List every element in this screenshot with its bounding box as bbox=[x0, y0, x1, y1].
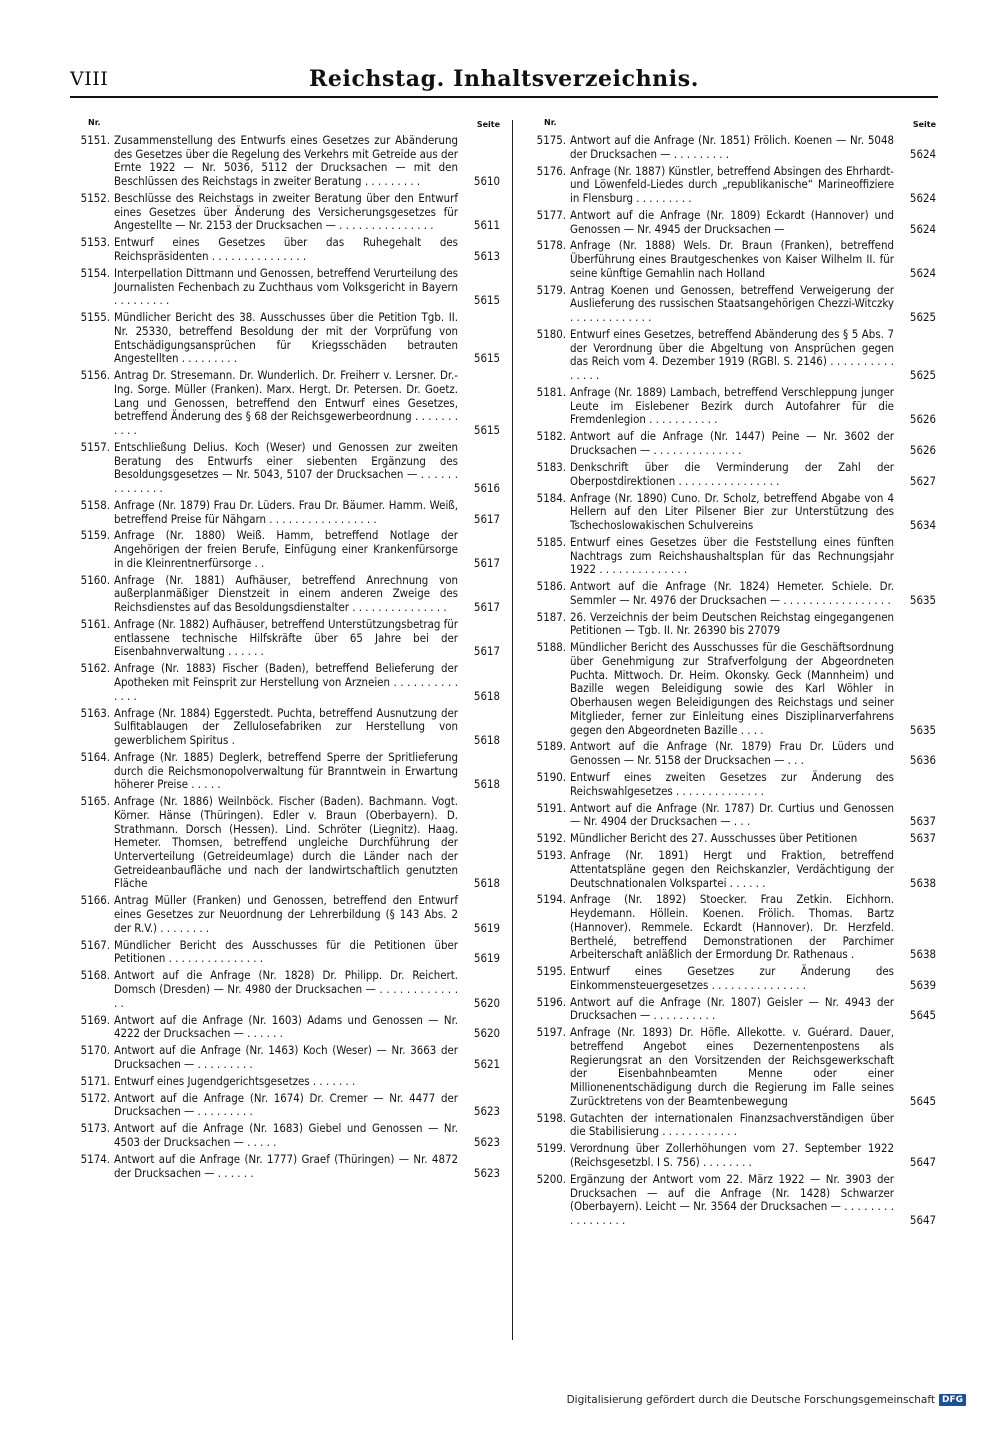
entry-page: 5626 bbox=[909, 412, 936, 427]
entry-number: 5180. bbox=[536, 327, 566, 342]
entry-number: 5156. bbox=[80, 368, 110, 383]
entry-number: 5155. bbox=[80, 310, 110, 325]
index-entry bbox=[524, 239, 936, 280]
index-entry bbox=[68, 1014, 500, 1041]
footer-credit: Digitalisierung gefördert durch die Deutsche Forschungsgemeinschaft bbox=[566, 1394, 935, 1406]
entry-page: 5618 bbox=[473, 733, 500, 748]
index-entry bbox=[68, 939, 500, 966]
entry-page: 5617 bbox=[473, 600, 500, 615]
entry-number: 5157. bbox=[80, 439, 110, 454]
left-column-head bbox=[68, 118, 500, 134]
entry-text: Antwort auf die Anfrage (Nr. 1683) Giebel und Genossen — Nr. 4503 der Drucksachen — . . . . . bbox=[114, 1121, 458, 1149]
entry-text: Anfrage (Nr. 1883) Fischer (Baden), betreffend Belieferung der Apotheken mit Feinsprit zur Herstellung von Arzneien . . . . . . . . . . . . . . bbox=[114, 661, 458, 703]
index-entry bbox=[524, 1173, 936, 1228]
entry-text: Entwurf eines zweiten Gesetzes zur Änderung des Reichswahlgesetzes . . . . . . . . . . . . . . bbox=[570, 770, 894, 798]
entry-text: Anfrage (Nr. 1879) Frau Dr. Lüders. Frau Dr. Bäumer. Hamm. Weiß, betreffend Preise für Nähgarn . . . . . . . . . . . . . . . . . bbox=[114, 497, 458, 526]
index-entry bbox=[524, 492, 936, 533]
entry-number: 5179. bbox=[536, 282, 566, 297]
index-entry bbox=[524, 386, 936, 427]
entry-number: 5153. bbox=[80, 235, 110, 250]
index-entry bbox=[524, 1112, 936, 1139]
entry-text: Mündlicher Bericht des 27. Ausschusses über Petitionen bbox=[570, 831, 858, 846]
index-entry bbox=[68, 1153, 500, 1180]
entry-text: Antwort auf die Anfrage (Nr. 1828) Dr. Philipp. Dr. Reichert. Domsch (Dresden) — Nr. 4980 der Drucksachen — . . . . . . . . . . . . . . bbox=[114, 968, 458, 1010]
entry-page: 5615 bbox=[473, 293, 500, 308]
entry-text: Antrag Dr. Stresemann. Dr. Wunderlich. Dr. Freiherr v. Lersner. Dr.-Ing. Sorge. Müller (Franken). Marx. Hergt. Dr. Petersen. Dr. Goetz. Lang und Genossen, betreffend den Entwurf eines Gesetzes, betreffend Änderung des § 68 der Reichsgewerbeordnung . . . . . . . . . . . bbox=[114, 368, 458, 437]
entry-text: Antwort auf die Anfrage (Nr. 1777) Graef (Thüringen) — Nr. 4872 der Drucksachen — . . . . . . bbox=[114, 1151, 458, 1180]
entry-page: 5615 bbox=[473, 423, 500, 437]
index-entry bbox=[68, 499, 500, 526]
footer bbox=[567, 1394, 966, 1406]
entry-number: 5167. bbox=[80, 937, 110, 952]
index-entry bbox=[68, 1092, 500, 1119]
entry-number: 5160. bbox=[80, 572, 110, 587]
entry-number: 5198. bbox=[536, 1110, 566, 1125]
index-entry bbox=[524, 580, 936, 607]
index-entry bbox=[524, 771, 936, 798]
entry-number: 5181. bbox=[536, 385, 566, 400]
entry-text: Beschlüsse des Reichstags in zweiter Beratung über den Entwurf eines Gesetzes über Änderung des Versicherungsgesetzes für Angestellte — Nr. 2153 der Drucksachen — . . . . . . . . . . . . . . . bbox=[114, 191, 458, 233]
entry-number: 5158. bbox=[80, 497, 110, 512]
index-entry bbox=[68, 192, 500, 233]
entry-page: 5638 bbox=[909, 947, 936, 962]
entry-page: 5636 bbox=[909, 753, 936, 768]
entry-page: 5627 bbox=[909, 473, 936, 488]
entry-number: 5195. bbox=[536, 964, 566, 979]
entry-text: Anfrage (Nr. 1882) Aufhäuser, betreffend Unterstützungsbetrag für entlassene technische Hilfskräfte über 65 Jahre bei der Eisenbahnverwaltung . . . . . . bbox=[114, 617, 458, 659]
entry-page: 5647 bbox=[909, 1155, 936, 1170]
entry-number: 5162. bbox=[80, 661, 110, 676]
page-title: Reichstag. Inhaltsverzeichnis. bbox=[309, 66, 699, 92]
entry-page: 5618 bbox=[473, 777, 500, 792]
entry-page: 5645 bbox=[909, 1093, 936, 1108]
entry-text: Antwort auf die Anfrage (Nr. 1807) Geisler — Nr. 4943 der Drucksachen — . . . . . . . . . . bbox=[570, 994, 894, 1023]
entry-number: 5173. bbox=[80, 1121, 110, 1136]
entry-page: 5635 bbox=[909, 592, 936, 607]
entry-page: 5617 bbox=[473, 511, 500, 526]
entry-number: 5193. bbox=[536, 848, 566, 863]
entry-text: Anfrage (Nr. 1884) Eggerstedt. Puchta, betreffend Ausnutzung der Sulfitablaugen der Zellulosefabriken zur Herstellung von gewerblichem Spiritus . bbox=[114, 705, 458, 748]
entry-text: Anfrage (Nr. 1889) Lambach, betreffend Verschleppung junger Leute im Eislebener Bezirk durch Autofahrer für die Fremdenlegion . . . . . . . . . . . bbox=[570, 385, 894, 427]
index-entry bbox=[68, 134, 500, 189]
left-entry-list bbox=[68, 134, 500, 1180]
entry-text: Antrag Koenen und Genossen, betreffend Verweigerung der Auslieferung des russischen Staatsangehörigen Chezzi-Witczky . . . . . . . . . . . . . bbox=[570, 282, 894, 325]
entry-number: 5191. bbox=[536, 800, 566, 815]
entry-text: Entschließung Delius. Koch (Weser) und Genossen zur zweiten Beratung des Entwurfs einer siebenten Ergänzung des Besoldungsgesetzes — Nr. 5043, 5107 der Drucksachen — . . . . . . . . . . . . . . bbox=[114, 439, 458, 495]
entry-page: 5637 bbox=[909, 831, 936, 846]
index-entry bbox=[68, 267, 500, 308]
nr-label: Nr. bbox=[544, 118, 557, 127]
left-column bbox=[68, 118, 500, 1338]
index-entry bbox=[524, 461, 936, 488]
index-entry bbox=[68, 441, 500, 496]
entry-number: 5170. bbox=[80, 1043, 110, 1058]
entry-text: Verordnung über Zollerhöhungen vom 27. September 1922 (Reichsgesetzbl. I S. 756) . . . . . . . . bbox=[570, 1141, 894, 1170]
entry-number: 5190. bbox=[536, 770, 566, 785]
seite-label: Seite bbox=[912, 120, 936, 129]
right-entry-list bbox=[524, 134, 936, 1228]
entry-page: 5617 bbox=[473, 555, 500, 570]
entry-text: Entwurf eines Gesetzes, betreffend Abänderung des § 5 Abs. 7 der Verordnung über die Abgeltung von Ansprüchen gegen das Reich vom 4. Dezember 1919 (RGBl. S. 2146) . . . . . . . . . . . . . . . bbox=[570, 327, 894, 383]
index-entry bbox=[524, 611, 936, 638]
entry-page: 5623 bbox=[473, 1104, 500, 1119]
entry-page: 5623 bbox=[473, 1134, 500, 1149]
entry-page: 5645 bbox=[909, 1008, 936, 1023]
entry-number: 5197. bbox=[536, 1025, 566, 1040]
entry-text: 26. Verzeichnis der beim Deutschen Reichstag eingegangenen Petitionen — Tgb. II. Nr. 26390 bis 27079 bbox=[570, 609, 894, 638]
index-entry bbox=[68, 1044, 500, 1071]
nr-label: Nr. bbox=[88, 118, 101, 127]
entry-text: Antwort auf die Anfrage (Nr. 1603) Adams und Genossen — Nr. 4222 der Drucksachen — . . . . . . bbox=[114, 1012, 458, 1041]
entry-text: Denkschrift über die Verminderung der Zahl der Oberpostdirektionen . . . . . . . . . . . . . . . . bbox=[570, 459, 894, 488]
index-entry bbox=[68, 236, 500, 263]
index-entry bbox=[524, 965, 936, 992]
entry-number: 5187. bbox=[536, 609, 566, 624]
entry-number: 5172. bbox=[80, 1090, 110, 1105]
entry-page: 5620 bbox=[473, 995, 500, 1010]
entry-page: 5618 bbox=[473, 876, 500, 891]
entry-number: 5166. bbox=[80, 893, 110, 908]
entry-number: 5151. bbox=[80, 133, 110, 147]
entry-page: 5635 bbox=[909, 722, 936, 737]
entry-text: Anfrage (Nr. 1881) Aufhäuser, betreffend Anrechnung von außerplanmäßiger Dienstzeit in einem anderen Zweige des Reichsdienstes auf das Besoldungsdienstalter . . . . . . . . . . . . . . . bbox=[114, 572, 458, 615]
entry-text: Anfrage (Nr. 1891) Hergt und Fraktion, betreffend Attentatspläne gegen den Reichskanzler, Verdächtigung der Deutschnationalen Volkspartei . . . . . . bbox=[570, 848, 894, 890]
entry-text: Antwort auf die Anfrage (Nr. 1463) Koch (Weser) — Nr. 3663 der Drucksachen — . . . . . . . . . bbox=[114, 1043, 458, 1071]
entry-text: Mündlicher Bericht des 38. Ausschusses über die Petition Tgb. II. Nr. 25330, betreffend Besoldung der mit der Vorprüfung von Entschädigungsansprüchen für Kriegsschäden betrauten Angestellten . . . . . . . . . bbox=[114, 310, 458, 366]
index-entry bbox=[68, 574, 500, 615]
entry-page: 5634 bbox=[909, 517, 936, 532]
index-entry bbox=[68, 529, 500, 570]
index-entry bbox=[68, 751, 500, 792]
entry-number: 5154. bbox=[80, 265, 110, 280]
entry-number: 5192. bbox=[536, 831, 566, 846]
index-entry bbox=[68, 894, 500, 935]
index-entry bbox=[524, 430, 936, 457]
index-entry bbox=[524, 849, 936, 890]
entry-text: Antrag Müller (Franken) und Genossen, betreffend den Entwurf eines Gesetzes zur Neuordnung der Lehrerbildung (§ 143 Abs. 2 der R.V.) . . . . . . . . bbox=[114, 893, 458, 935]
index-entry bbox=[524, 536, 936, 577]
entry-number: 5185. bbox=[536, 534, 566, 549]
entry-text: Entwurf eines Gesetzes über die Feststellung eines fünften Nachtrags zum Reichshaushaltsplan für das Rechnungsjahr 1922 . . . . . . . . . . . . . . bbox=[570, 534, 894, 577]
entry-number: 5183. bbox=[536, 459, 566, 474]
entry-text: Entwurf eines Jugendgerichtsgesetzes . . . . . . . bbox=[114, 1073, 356, 1088]
entry-number: 5169. bbox=[80, 1012, 110, 1027]
entry-page: 5618 bbox=[473, 688, 500, 703]
index-entry bbox=[524, 209, 936, 236]
dfg-logo-icon: DFG bbox=[939, 1394, 966, 1406]
entry-page: 5623 bbox=[473, 1165, 500, 1180]
entry-text: Anfrage (Nr. 1887) Künstler, betreffend Absingen des Ehrhardt- und Löwenfeld-Liedes durch „republikanische“ Marineoffiziere in Flensburg . . . . . . . . . bbox=[570, 163, 894, 205]
entry-number: 5176. bbox=[536, 163, 566, 178]
entry-page: 5619 bbox=[473, 951, 500, 966]
entry-text: Antwort auf die Anfrage (Nr. 1447) Peine — Nr. 3602 der Drucksachen — . . . . . . . . . . . . . . bbox=[570, 429, 894, 458]
entry-page: 5638 bbox=[909, 875, 936, 890]
entry-text: Anfrage (Nr. 1886) Weilnböck. Fischer (Baden). Bachmann. Vogt. Körner. Hänse (Thüringen). Edler v. Braun (Oberbayern). D. Strathmann. Dorsch (Hessen). Lind. Schröter (Liegnitz). Haag. Hemeter. Thomsen, betreffend ungleiche Durchführung der Unterverteilung (Getreideumlage) durch die Länder nach der Getreideanbaufläche und nach der landwirtschaftlich genutzten Fläche bbox=[114, 794, 458, 891]
index-entry bbox=[524, 134, 936, 161]
index-entry bbox=[68, 1122, 500, 1149]
index-entry bbox=[524, 740, 936, 767]
index-entry bbox=[524, 893, 936, 962]
entry-text: Antwort auf die Anfrage (Nr. 1787) Dr. Curtius und Genossen — Nr. 4904 der Drucksachen — . . . bbox=[570, 800, 894, 829]
entry-page: 5621 bbox=[473, 1056, 500, 1071]
index-entry bbox=[524, 328, 936, 383]
page-header bbox=[70, 66, 938, 100]
entry-page: 5619 bbox=[473, 920, 500, 935]
entry-text: Entwurf eines Gesetzes über das Ruhegehalt des Reichspräsidenten . . . . . . . . . . . . . . . bbox=[114, 235, 458, 263]
entry-page: 5639 bbox=[909, 977, 936, 992]
entry-page: 5637 bbox=[909, 814, 936, 829]
entry-text: Anfrage (Nr. 1893) Dr. Höfle. Allekotte. v. Guérard. Dauer, betreffend Angebot eines Dezernentenpostens als Regierungsrat an den Vorsitzenden der Reichsgewerkschaft der Eisenbahnbeamten Menne oder einer Millionenentschädigung durch die Regierung im Falle seines Zurücktretens von der Beamtenbewegung bbox=[570, 1025, 894, 1108]
right-column-head bbox=[524, 118, 936, 134]
entry-number: 5163. bbox=[80, 705, 110, 720]
entry-text: Anfrage (Nr. 1892) Stoecker. Frau Zetkin. Eichhorn. Heydemann. Höllein. Koenen. Frölich. Thomas. Bartz (Hannover). Remmele. Eckardt (Hannover). Dr. Herzfeld. Berthelé, betreffend Demonstrationen der Parchimer Arbeiterschaft anläßlich der Ermordung Dr. Rathenaus . bbox=[570, 892, 894, 962]
index-entry bbox=[524, 996, 936, 1023]
entry-page: 5610 bbox=[473, 174, 500, 189]
entry-text: Zusammenstellung des Entwurfs eines Gesetzes zur Abänderung des Gesetzes über die Regelung des Verkehrs mit Getreide aus der Ernte 1922 — Nr. 5036, 5112 der Drucksachen — mit den Beschlüssen des Reichstags in zweiter Beratung . . . . . . . . . bbox=[114, 133, 458, 189]
page-number: VIII bbox=[70, 68, 109, 90]
index-entry bbox=[524, 802, 936, 829]
entry-text: Antwort auf die Anfrage (Nr. 1674) Dr. Cremer — Nr. 4477 der Drucksachen — . . . . . . . . . bbox=[114, 1090, 458, 1119]
entry-page: 5620 bbox=[473, 1026, 500, 1041]
entry-page: 5624 bbox=[909, 191, 936, 205]
seite-label: Seite bbox=[476, 120, 500, 129]
entry-page: 5615 bbox=[473, 351, 500, 366]
entry-page: 5617 bbox=[473, 644, 500, 659]
entry-text: Anfrage (Nr. 1885) Deglerk, betreffend Sperre der Spritlieferung durch die Reichsmonopolverwaltung für Branntwein in Erwartung höherer Preise . . . . . bbox=[114, 749, 458, 792]
entry-page: 5625 bbox=[909, 310, 936, 325]
entry-text: Mündlicher Bericht des Ausschusses für die Geschäftsordnung über Genehmigung zur Strafverfolgung der Abgeordneten Puchta. Mittwoch. Dr. Heim. Okonsky. Geck (Mannheim) und Bazille wegen Beleidigung sowie des Karl Wöhler in Oberhausen wegen Beleidigungen des Reichstags und seiner Mitglieder, ferner zur Einleitung eines Disziplinarverfahrens gegen den Abgeordneten Bazille . . . . bbox=[570, 640, 894, 737]
entry-text: Antwort auf die Anfrage (Nr. 1809) Eckardt (Hannover) und Genossen — Nr. 4945 der Drucksachen — bbox=[570, 207, 894, 236]
entry-page: 5624 bbox=[909, 146, 936, 161]
entry-number: 5186. bbox=[536, 579, 566, 594]
entry-number: 5161. bbox=[80, 617, 110, 632]
entry-number: 5164. bbox=[80, 749, 110, 764]
entry-number: 5175. bbox=[536, 133, 566, 147]
entry-text: Entwurf eines Gesetzes zur Änderung des Einkommensteuergesetzes . . . . . . . . . . . . . . . bbox=[570, 964, 894, 992]
entry-text: Anfrage (Nr. 1880) Weiß. Hamm, betreffend Notlage der Angehörigen der freien Berufe, Einfügung einer Krankenfürsorge in die Kleinrentnerfürsorge . . bbox=[114, 528, 458, 570]
entry-text: Anfrage (Nr. 1890) Cuno. Dr. Scholz, betreffend Abgabe von 4 Hellern auf den Liter Pilsener Bier zur Unterstützung des Tschechoslowakischen Schulvereins bbox=[570, 490, 894, 532]
entry-text: Interpellation Dittmann und Genossen, betreffend Verurteilung des Journalisten Fechenbach zu Zuchthaus vom Volksgericht in Bayern . . . . . . . . . bbox=[114, 265, 458, 308]
entry-number: 5159. bbox=[80, 528, 110, 543]
entry-number: 5177. bbox=[536, 207, 566, 222]
entry-number: 5178. bbox=[536, 238, 566, 253]
entry-number: 5200. bbox=[536, 1171, 566, 1186]
entry-page: 5647 bbox=[909, 1213, 936, 1228]
entry-number: 5188. bbox=[536, 640, 566, 655]
entry-number: 5199. bbox=[536, 1141, 566, 1156]
index-entry bbox=[68, 662, 500, 703]
entry-number: 5184. bbox=[536, 490, 566, 505]
index-entry bbox=[68, 618, 500, 659]
entry-page: 5626 bbox=[909, 443, 936, 458]
index-entry bbox=[68, 795, 500, 891]
index-entry bbox=[524, 1142, 936, 1169]
entry-number: 5189. bbox=[536, 739, 566, 754]
index-entry bbox=[68, 969, 500, 1010]
index-entry bbox=[524, 165, 936, 206]
entry-text: Antwort auf die Anfrage (Nr. 1879) Frau Dr. Lüders und Genossen — Nr. 5158 der Drucksachen — . . . bbox=[570, 739, 894, 768]
entry-page: 5613 bbox=[473, 249, 500, 263]
entry-number: 5171. bbox=[80, 1073, 110, 1088]
entry-text: Anfrage (Nr. 1888) Wels. Dr. Braun (Franken), betreffend Überführung eines Brautgeschenkes von Kaiser Wilhelm II. für seine künftige Gemahlin nach Holland bbox=[570, 238, 894, 280]
entry-text: Gutachten der internationalen Finanzsachverständigen über die Stabilisierung . . . . . . . . . . . . bbox=[570, 1110, 894, 1139]
entry-text: Antwort auf die Anfrage (Nr. 1851) Frölich. Koenen — Nr. 5048 der Drucksachen — . . . . . . . . . bbox=[570, 133, 894, 161]
entry-page: 5611 bbox=[473, 218, 500, 233]
index-entry bbox=[68, 1075, 500, 1089]
index-entry bbox=[524, 641, 936, 737]
index-entry bbox=[524, 284, 936, 325]
index-entry bbox=[524, 832, 936, 846]
header-rule bbox=[70, 96, 938, 98]
entry-page: 5624 bbox=[909, 221, 936, 236]
index-entry bbox=[524, 1026, 936, 1108]
entry-number: 5152. bbox=[80, 191, 110, 205]
entry-text: Antwort auf die Anfrage (Nr. 1824) Hemeter. Schiele. Dr. Semmler — Nr. 4976 der Drucksachen — . . . . . . . . . . . . . . . . . bbox=[570, 579, 894, 607]
index-entry bbox=[68, 311, 500, 366]
entry-number: 5165. bbox=[80, 794, 110, 809]
column-divider bbox=[512, 120, 513, 1340]
entry-number: 5196. bbox=[536, 994, 566, 1009]
index-entry bbox=[68, 369, 500, 438]
entry-text: Ergänzung der Antwort vom 22. März 1922 — Nr. 3903 der Drucksachen — auf die Anfrage (Nr. 1428) Schwarzer (Oberbayern). Leicht — Nr. 3564 der Drucksachen — . . . . . . . . . . . . . . . . . bbox=[570, 1171, 894, 1228]
entry-page: 5625 bbox=[909, 368, 936, 383]
entry-page: 5616 bbox=[473, 481, 500, 495]
entry-number: 5194. bbox=[536, 892, 566, 907]
index-entry bbox=[68, 707, 500, 748]
entry-number: 5174. bbox=[80, 1151, 110, 1166]
entry-number: 5168. bbox=[80, 968, 110, 983]
entry-number: 5182. bbox=[536, 429, 566, 444]
entry-page: 5624 bbox=[909, 265, 936, 280]
right-column bbox=[524, 118, 936, 1338]
entry-text: Mündlicher Bericht des Ausschusses für die Petitionen über Petitionen . . . . . . . . . . . . . . . bbox=[114, 937, 458, 966]
